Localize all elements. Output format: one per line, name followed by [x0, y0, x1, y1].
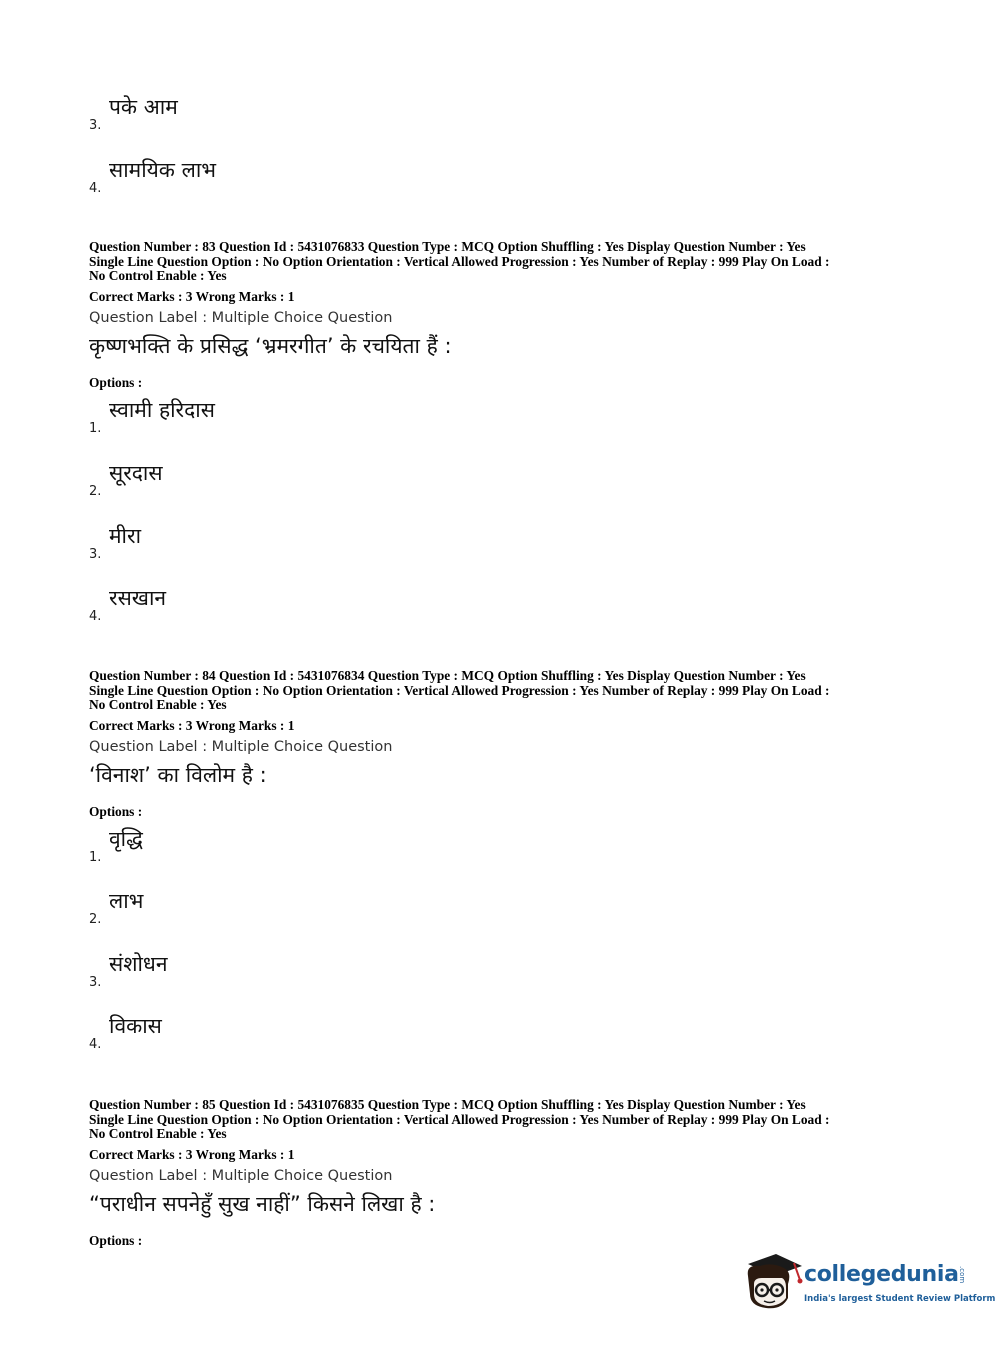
option-number: 1.	[89, 850, 102, 865]
question-block-84	[89, 669, 919, 789]
option-number: 3.	[89, 118, 102, 133]
question-meta-line-1: Question Number : 85 Question Id : 5431076835 Question Type : MCQ Option Shuffling : Yes Display Question Number : Yes	[89, 1097, 806, 1112]
option-text: वृद्धि	[109, 827, 143, 851]
question-marks: Correct Marks : 3 Wrong Marks : 1	[89, 1146, 295, 1162]
question-label: Question Label : Multiple Choice Question	[89, 1167, 393, 1184]
brand-name: collegedunia	[804, 1262, 959, 1287]
question-meta-line-2: Single Line Question Option : No Option Orientation : Vertical Allowed Progression : Yes Number of Replay : 999 Play On Load :	[89, 1111, 830, 1127]
option-text: संशोधन	[109, 952, 168, 976]
question-label: Question Label : Multiple Choice Question	[89, 738, 393, 755]
option-text: मीरा	[109, 524, 142, 548]
option-text: पके आम	[109, 95, 178, 119]
question-meta-line-1: Question Number : 83 Question Id : 5431076833 Question Type : MCQ Option Shuffling : Yes Display Question Number : Yes	[89, 239, 806, 254]
options-label: Options :	[89, 804, 143, 819]
question-text: “पराधीन सपनेहुँ सुख नाहीं” किसने लिखा है :	[89, 1191, 436, 1216]
option-number: 4.	[89, 181, 102, 196]
question-meta-line-1: Question Number : 84 Question Id : 5431076834 Question Type : MCQ Option Shuffling : Yes Display Question Number : Yes	[89, 668, 806, 683]
option-number: 1.	[89, 421, 102, 436]
option-number: 4.	[89, 609, 102, 624]
option-text: विकास	[109, 1014, 162, 1038]
option-text: सामयिक लाभ	[109, 158, 217, 182]
brand-tagline: India's largest Student Review Platform	[804, 1294, 996, 1304]
option-number: 3.	[89, 975, 102, 990]
collegedunia-logo	[742, 1250, 996, 1314]
question-block-83	[89, 240, 919, 360]
question-marks: Correct Marks : 3 Wrong Marks : 1	[89, 288, 295, 304]
option-text: स्वामी हरिदास	[109, 398, 215, 422]
options-label: Options :	[89, 1233, 143, 1248]
option-number: 2.	[89, 484, 102, 499]
brand-suffix: .com	[958, 1266, 966, 1284]
question-label: Question Label : Multiple Choice Question	[89, 309, 393, 326]
option-number: 3.	[89, 547, 102, 562]
option-text: रसखान	[109, 586, 167, 610]
question-text: ‘विनाश’ का विलोम है :	[89, 762, 267, 787]
question-text: कृष्णभक्ति के प्रसिद्ध ‘भ्रमरगीत’ के रचयिता हैं :	[89, 333, 452, 358]
question-meta-line-2: Single Line Question Option : No Option Orientation : Vertical Allowed Progression : Yes Number of Replay : 999 Play On Load :	[89, 682, 830, 698]
question-meta-line-3: No Control Enable : Yes	[89, 697, 227, 712]
option-number: 4.	[89, 1037, 102, 1052]
options-label: Options :	[89, 375, 143, 390]
option-number: 2.	[89, 912, 102, 927]
question-block-85	[89, 1098, 919, 1218]
mascot-icon	[742, 1250, 804, 1314]
option-text: सूरदास	[109, 461, 163, 485]
question-marks: Correct Marks : 3 Wrong Marks : 1	[89, 717, 295, 733]
question-meta-line-3: No Control Enable : Yes	[89, 268, 227, 283]
question-meta-line-3: No Control Enable : Yes	[89, 1126, 227, 1141]
option-text: लाभ	[109, 889, 144, 913]
question-meta-line-2: Single Line Question Option : No Option Orientation : Vertical Allowed Progression : Yes Number of Replay : 999 Play On Load :	[89, 253, 830, 269]
